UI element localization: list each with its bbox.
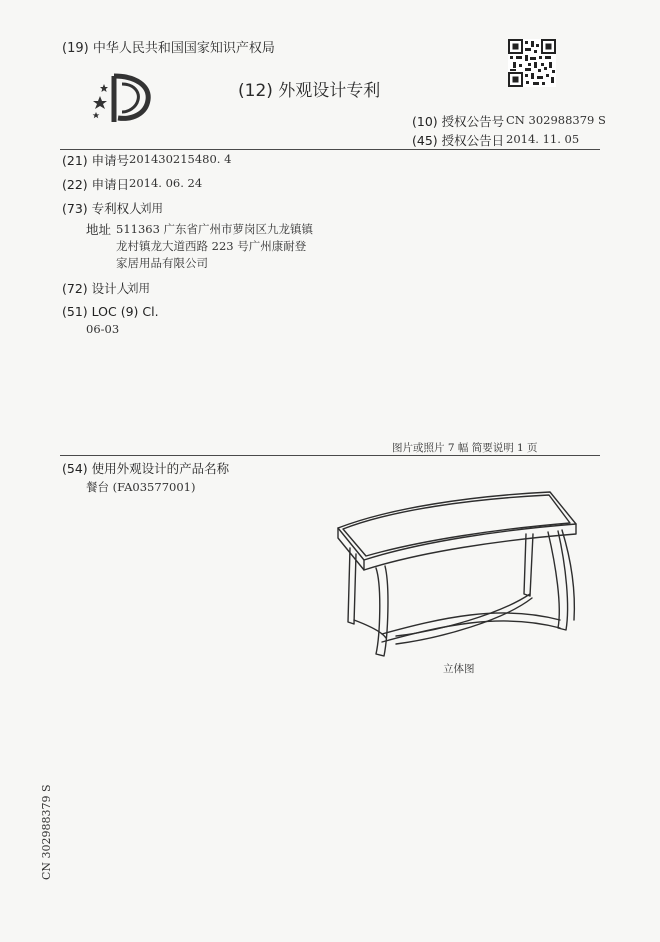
product-name-label: (54) 使用外观设计的产品名称	[62, 461, 230, 476]
biblio-divider	[60, 455, 600, 456]
qr-code-icon	[508, 39, 556, 87]
figures-note: 图片或照片 7 幅 简要说明 1 页	[392, 442, 538, 454]
designer-value: 刘用	[127, 281, 150, 295]
loc-classification-label: (51) LOC (9) Cl.	[62, 304, 159, 319]
grant-number-value: CN 302988379 S	[506, 113, 606, 127]
document-type: (12) 外观设计专利	[238, 81, 381, 101]
grant-date-value: 2014. 11. 05	[506, 132, 580, 146]
patentee-label: (73) 专利权人	[62, 201, 142, 216]
address-line-1: 511363 广东省广州市萝岗区九龙镇镇	[116, 222, 314, 236]
application-date-value: 2014. 06. 24	[129, 176, 203, 190]
application-number-value: 201430215480. 4	[129, 152, 232, 166]
grant-date-label: (45) 授权公告日	[412, 133, 505, 148]
address-line-3: 家居用品有限公司	[116, 256, 208, 270]
dining-table-perspective-drawing	[330, 486, 590, 661]
patentee-value: 刘用	[140, 201, 163, 215]
designer-label: (72) 设计人	[62, 281, 130, 296]
product-name-value: 餐台 (FA03577001)	[86, 480, 196, 494]
drawing-caption: 立体图	[443, 663, 475, 675]
side-publication-number: CN 302988379 S	[40, 784, 53, 880]
issuing-office: (19) 中华人民共和国国家知识产权局	[62, 41, 275, 56]
loc-classification-value: 06-03	[86, 322, 120, 336]
grant-number-label: (10) 授权公告号	[412, 114, 505, 129]
header-divider	[60, 149, 600, 150]
address-label: 地址	[86, 222, 112, 237]
address-line-2: 龙村镇龙大道西路 223 号广州康耐登	[116, 239, 307, 253]
cnipa-logo-icon	[92, 72, 154, 124]
application-date-label: (22) 申请日	[62, 177, 130, 192]
application-number-label: (21) 申请号	[62, 153, 130, 168]
